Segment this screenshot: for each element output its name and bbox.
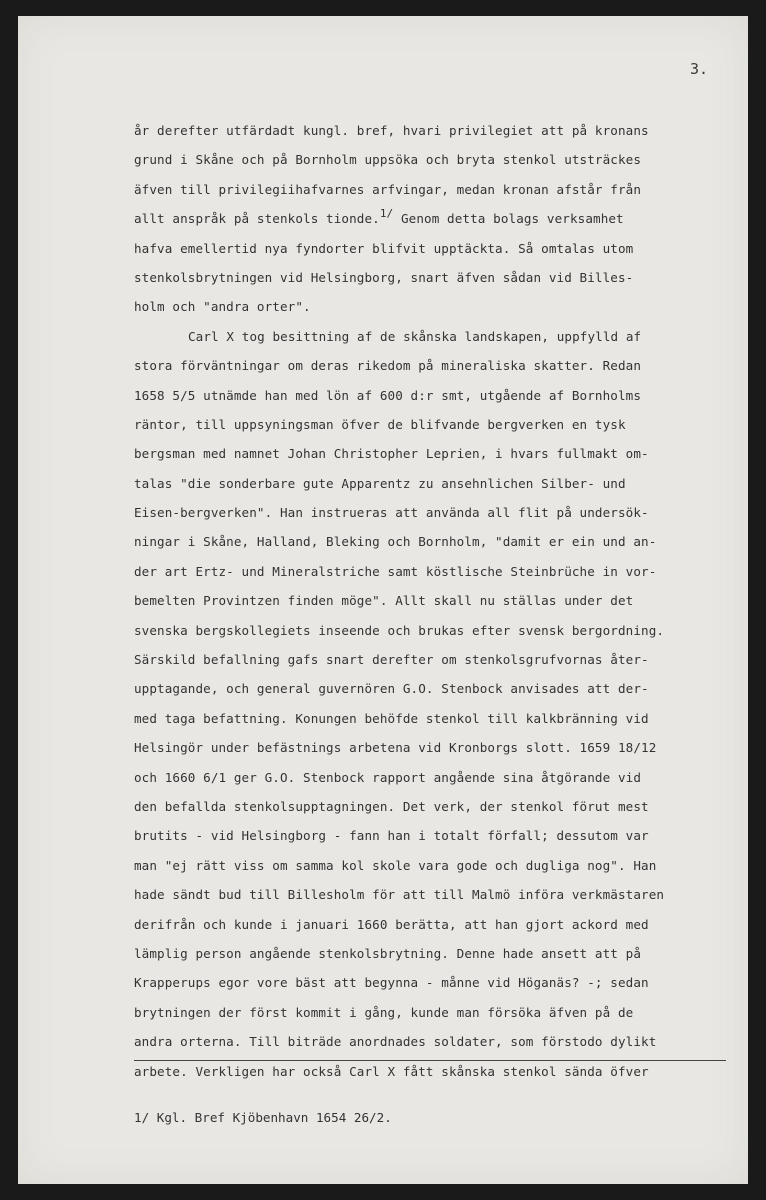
- text-line: bergsman med namnet Johan Christopher Leprien, i hvars fullmakt om-: [134, 446, 649, 462]
- text-line: talas "die sonderbare gute Apparentz zu ansehnlichen Silber- und: [134, 475, 626, 491]
- text-line: Eisen-bergverken". Han instrueras att använda all flit på undersök-: [134, 505, 649, 521]
- text-line: holm och "andra orter".: [134, 299, 311, 315]
- text-line: Krapperups egor vore bäst att begynna - månne vid Höganäs? -; sedan: [134, 975, 649, 991]
- text-line: upptagande, och general guvernören G.O. Stenbock anvisades att der-: [134, 681, 649, 697]
- text-line: man "ej rätt viss om samma kol skole vara gode och dugliga nog". Han: [134, 857, 657, 873]
- text-line: med taga befattning. Konungen behöfde stenkol till kalkbränning vid: [134, 710, 649, 726]
- text-line: Särskild befallning gafs snart derefter om stenkolsgrufvornas åter-: [134, 652, 649, 668]
- text-line: grund i Skåne och på Bornholm uppsöka och bryta stenkol utsträckes: [134, 152, 642, 168]
- text-line: bemelten Provintzen finden möge". Allt skall nu ställas under det: [134, 593, 634, 609]
- text-line: Helsingör under befästnings arbetena vid Kronborgs slott. 1659 18/12: [134, 740, 657, 756]
- paragraph-start-line: Carl X tog besittning af de skånska landskapen, uppfylld af: [188, 328, 642, 344]
- text-line: arbete. Verkligen har också Carl X fått skånska stenkol sända öfver: [134, 1063, 649, 1079]
- text-line: den befallda stenkolsupptagningen. Det verk, der stenkol förut mest: [134, 798, 649, 814]
- body-text: [134, 116, 734, 1086]
- text-line: svenska bergskollegiets inseende och brukas efter svensk bergordning.: [134, 622, 665, 638]
- text-line: räntor, till uppsyningsman öfver de blifvande bergverken en tysk: [134, 416, 626, 432]
- text-line: stenkolsbrytningen vid Helsingborg, snart äfven sådan vid Billes-: [134, 269, 634, 285]
- footnote-divider: [134, 1060, 726, 1061]
- text-line: brytningen der först kommit i gång, kunde man försöka äfven på de: [134, 1004, 634, 1020]
- text-line: hafva emellertid nya fyndorter blifvit upptäckta. Så omtalas utom: [134, 240, 634, 256]
- text-line: brutits - vid Helsingborg - fann han i totalt förfall; dessutom var: [134, 828, 649, 844]
- text-line-with-footnote-ref: [134, 204, 734, 233]
- footnote: 1/ Kgl. Bref Kjöbenhavn 1654 26/2.: [134, 1110, 392, 1125]
- text-line: stora förväntningar om deras rikedom på mineraliska skatter. Redan: [134, 358, 642, 374]
- text-line: der art Ertz- und Mineralstriche samt köstlische Steinbrüche in vor-: [134, 563, 657, 579]
- text-line: lämplig person angående stenkolsbrytning. Denne hade ansett att på: [134, 945, 642, 961]
- footnote-reference: 1/: [379, 207, 394, 221]
- text-line: ningar i Skåne, Halland, Bleking och Bornholm, "damit er ein und an-: [134, 534, 657, 550]
- text-line: 1658 5/5 utnämde han med lön af 600 d:r smt, utgående af Bornholms: [134, 387, 642, 403]
- text-line: och 1660 6/1 ger G.O. Stenbock rapport angående sina åtgörande vid: [134, 769, 642, 785]
- text-segment: allt anspråk på stenkols tionde.: [134, 211, 380, 227]
- page-number: 3.: [690, 60, 709, 78]
- text-line: andra orterna. Till biträde anordnades soldater, som förstodo dylikt: [134, 1034, 657, 1050]
- text-segment: Genom detta bolags verksamhet: [393, 211, 624, 227]
- document-page: [18, 16, 748, 1184]
- text-line: derifrån och kunde i januari 1660 berätta, att han gjort ackord med: [134, 916, 649, 932]
- text-line: äfven till privilegiihafvarnes arfvingar, medan kronan afstår från: [134, 181, 642, 197]
- text-line: år derefter utfärdadt kungl. bref, hvari privilegiet att på kronans: [134, 123, 649, 138]
- text-line: hade sändt bud till Billesholm för att till Malmö införa verkmästaren: [134, 887, 665, 903]
